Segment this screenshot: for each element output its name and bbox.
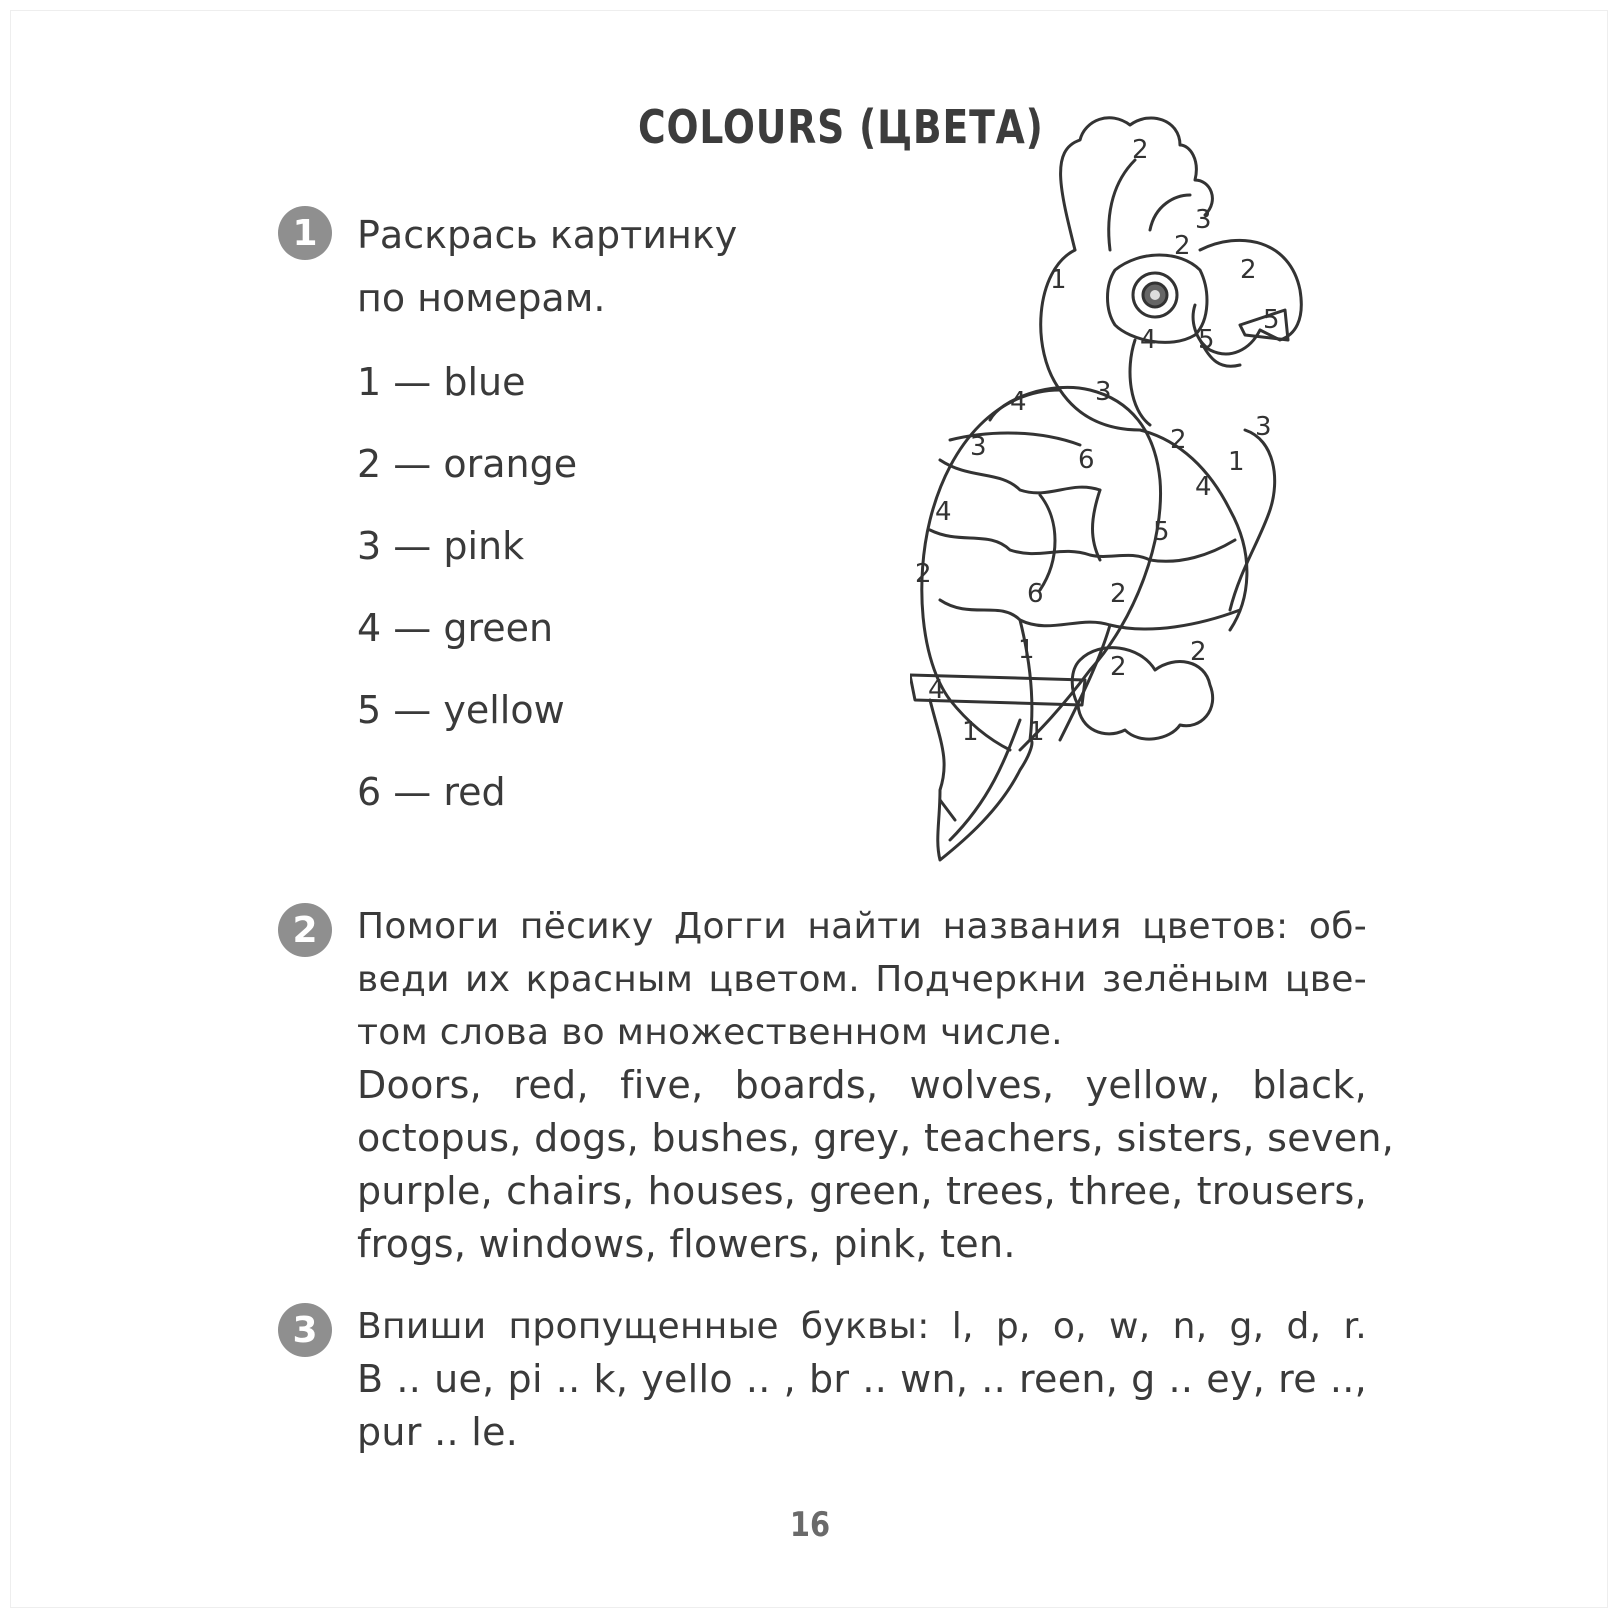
- number-label: 1: [1028, 717, 1045, 747]
- number-label: 2: [1174, 231, 1191, 261]
- number-label: 1: [962, 717, 979, 747]
- number-label: 4: [1010, 387, 1027, 417]
- number-label: 4: [1195, 472, 1212, 502]
- task-number-badge-3: 3: [278, 1303, 332, 1357]
- parrot-coloring-illustration: [910, 100, 1350, 880]
- task-number-badge-2: 2: [278, 903, 332, 957]
- number-label: 6: [1027, 579, 1044, 609]
- number-label: 5: [1263, 305, 1280, 335]
- color-key-3: 3 — pink: [357, 524, 525, 568]
- task1-instruction-line2: по номерам.: [357, 276, 606, 320]
- color-key-1: 1 — blue: [357, 360, 526, 404]
- task3-text: [357, 1300, 1367, 1459]
- page-title: COLOURS (ЦВЕТА): [638, 100, 1044, 154]
- number-label: 3: [970, 432, 987, 462]
- task2-words-line-2: octopus, dogs, bushes, grey, teachers, sisters, seven,: [357, 1116, 1395, 1160]
- number-label: 1: [1228, 447, 1245, 477]
- number-label: 2: [1240, 255, 1257, 285]
- color-key-4: 4 — green: [357, 606, 554, 650]
- task2-words-line-4: frogs, windows, flowers, pink, ten.: [357, 1222, 1016, 1266]
- number-label: 4: [1140, 325, 1157, 355]
- task2-text: [357, 900, 1395, 1271]
- number-label: 4: [935, 497, 952, 527]
- task2-line-3: том слова во множественном числе.: [357, 1012, 1063, 1053]
- number-label: 2: [1132, 135, 1149, 165]
- page-number: 16: [789, 1505, 831, 1545]
- task2-line-2: веди их красным цветом. Подчеркни зелёным цве-: [357, 959, 1367, 1000]
- number-label: 2: [1110, 579, 1127, 609]
- number-label: 4: [928, 675, 945, 705]
- color-key-2: 2 — orange: [357, 442, 578, 486]
- number-label: 2: [915, 559, 932, 589]
- color-key-5: 5 — yellow: [357, 688, 565, 732]
- task2-words-line-1: Doors, red, five, boards, wolves, yellow, black,: [357, 1063, 1367, 1107]
- number-label: 2: [1190, 637, 1207, 667]
- color-key-6: 6 — red: [357, 770, 506, 814]
- number-label: 5: [1153, 517, 1170, 547]
- number-label: 3: [1255, 412, 1272, 442]
- task2-words-line-3: purple, chairs, houses, green, trees, three, trousers,: [357, 1169, 1367, 1213]
- task3-line-3: pur .. le.: [357, 1410, 519, 1454]
- tail-outline: [930, 700, 1032, 860]
- number-label: 2: [1170, 425, 1187, 455]
- number-label: 6: [1078, 445, 1095, 475]
- number-label: 1: [1018, 635, 1035, 665]
- number-label: 2: [1110, 652, 1127, 682]
- number-label: 3: [1095, 377, 1112, 407]
- task1-instruction-line1: Раскрась картинку: [357, 213, 738, 257]
- task2-line-1: Помоги пёсику Догги найти названия цветов: об-: [357, 906, 1367, 947]
- number-label: 3: [1195, 205, 1212, 235]
- number-label: 5: [1198, 325, 1215, 355]
- task3-line-1: Впиши пропущенные буквы: l, p, o, w, n, g, d, r.: [357, 1306, 1367, 1347]
- number-label: 1: [1050, 265, 1067, 295]
- color-number-labels: [915, 135, 1280, 747]
- task3-line-2: B .. ue, pi .. k, yello .. , br .. wn, .. reen, g .. ey, re ..,: [357, 1357, 1367, 1401]
- task-number-badge-1: 1: [278, 206, 332, 260]
